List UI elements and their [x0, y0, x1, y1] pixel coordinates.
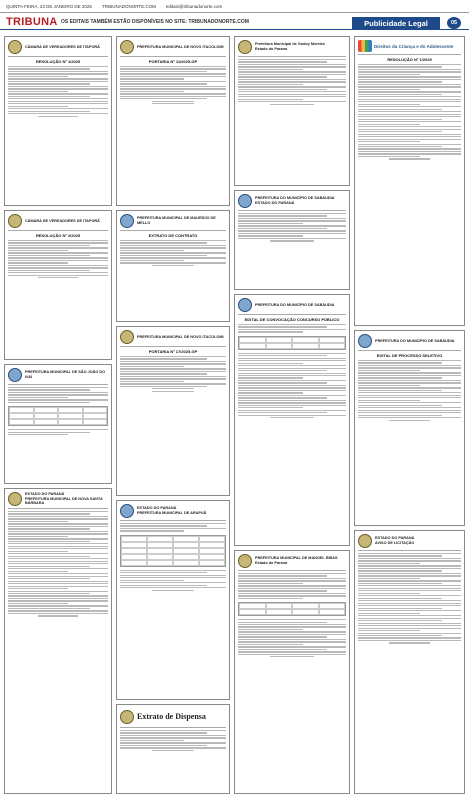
notice-extrato-dispensa — [116, 704, 230, 794]
notice-subtitle: RESOLUÇÃO Nº 1/2025 — [35, 59, 81, 64]
coat-of-arms-icon — [358, 534, 372, 548]
notice-camara-itapora-1 — [4, 36, 112, 206]
notice-camara-itapora-2 — [4, 210, 112, 360]
notice-sao-joao-ivai — [4, 364, 112, 484]
coat-of-arms-icon — [120, 504, 134, 518]
newspaper-logo: TRIBUNA — [6, 15, 58, 28]
notice-subtitle: PORTARIA Nº 11/2025-GP — [148, 59, 198, 64]
notice-title: PREFEITURA MUNICIPAL DE NOVO ITACOLOMI — [137, 44, 224, 49]
notice-title: PREFEITURA DO MUNICÍPIO DE SABÁUDIA — [255, 196, 335, 201]
top-bar — [0, 0, 469, 13]
notice-title: PREFEITURA MUNICIPAL DE MAURÍCIO DE MELLO — [137, 216, 216, 225]
notice-title: PREFEITURA DO MUNICÍPIO DE SABÁUDIA — [255, 302, 335, 307]
notice-subtitle: PORTARIA Nº 17/2025-GP — [148, 349, 198, 354]
notice-title: ESTADO DO PARANÁ — [375, 536, 415, 541]
notice-title: ESTADO DO PARANÁ — [137, 506, 177, 511]
notice-aviso-licitacao — [354, 530, 465, 794]
notice-subtitle: EDITAL DE PROCESSO SELETIVO — [376, 353, 443, 358]
coat-of-arms-icon — [238, 554, 252, 568]
children-rights-logo-icon — [358, 40, 372, 52]
notice-manoel-ribas-1 — [234, 550, 350, 794]
notice-subtitle: Estado do Paraná — [255, 47, 288, 51]
page-number: 05 — [447, 17, 461, 29]
coat-of-arms-icon — [8, 368, 22, 382]
notice-title: Direitos da Criança e do Adolescente — [374, 43, 454, 49]
notice-title: PREFEITURA MUNICIPAL DE SÃO JOÃO DO IVAÍ — [25, 370, 106, 379]
notice-subtitle: AVISO DE LICITAÇÃO — [375, 541, 415, 545]
notice-subtitle: RESOLUÇÃO Nº 2/2025 — [35, 233, 81, 238]
coat-of-arms-icon — [238, 298, 252, 312]
section-label: Publicidade Legal — [352, 17, 440, 29]
notice-title: PREFEITURA MUNICIPAL DE MANOEL RIBAS — [255, 556, 338, 561]
notice-sabaudia-concurso — [234, 294, 350, 546]
notice-title: CÂMARA DE VEREADORES DE ITAPORÃ — [25, 218, 100, 223]
notice-arapua — [116, 500, 230, 700]
notice-title: CÂMARA DE VEREADORES DE ITAPORÃ — [25, 44, 100, 49]
notice-novo-itacolomi-2 — [116, 326, 230, 496]
coat-of-arms-icon — [238, 194, 252, 208]
notice-nova-santa-barbara — [4, 488, 112, 794]
coat-of-arms-icon — [8, 214, 22, 228]
notice-title: PREFEITURA MUNICIPAL DE NOVO ITACOLOMI — [137, 334, 224, 339]
coat-of-arms-icon — [358, 334, 372, 348]
notice-cmdca — [354, 36, 465, 326]
notice-title: Prefeitura Municipal de Godoy Moreira — [255, 42, 325, 47]
coat-of-arms-icon — [120, 710, 134, 724]
coat-of-arms-icon — [120, 330, 134, 344]
notice-subtitle: ESTADO DO PARANÁ — [255, 201, 295, 205]
coat-of-arms-icon — [120, 40, 134, 54]
masthead-note: OS EDITAIS TAMBÉM ESTÃO DISPONÍVEIS NO SITE: TRIBUNADONORTE.COM — [61, 18, 249, 25]
notice-godoy-moreira — [234, 36, 350, 186]
notice-sabaudia-seletivo — [354, 330, 465, 526]
coat-of-arms-icon — [120, 214, 134, 228]
notice-title: Extrato de Dispensa — [137, 712, 206, 721]
notice-title: PREFEITURA DO MUNICÍPIO DE SABÁUDIA — [375, 338, 455, 343]
issue-date: QUINTA-FEIRA, 23 DE JANEIRO DE 2025 — [6, 3, 92, 9]
notice-subtitle: PREFEITURA MUNICIPAL DE ARAPUÃ — [137, 511, 207, 515]
notice-subtitle: RESOLUÇÃO Nº 1/2025 — [387, 57, 432, 62]
notice-sabaudia-1 — [234, 190, 350, 290]
coat-of-arms-icon — [8, 40, 22, 54]
notice-novo-itacolomi-1 — [116, 36, 230, 206]
notice-mauricio-mello-1 — [116, 210, 230, 322]
notice-subtitle: EDITAL DE CONVOCAÇÃO CONCURSO PÚBLICO — [244, 317, 340, 322]
site-link[interactable]: TRIBUNADONORTE.COM — [101, 3, 156, 9]
coat-of-arms-icon — [238, 40, 252, 54]
email-link[interactable]: editais@tribunadonorte.com — [165, 3, 223, 9]
notice-subtitle: EXTRATO DE CONTRATO — [148, 233, 198, 238]
notice-title: ESTADO DO PARANÁ — [25, 492, 65, 497]
notice-subtitle: Estado do Paraná — [255, 561, 288, 565]
coat-of-arms-icon — [8, 492, 22, 506]
notice-subtitle: PREFEITURA MUNICIPAL DE NOVA SANTA BÁRBARA — [25, 496, 103, 506]
